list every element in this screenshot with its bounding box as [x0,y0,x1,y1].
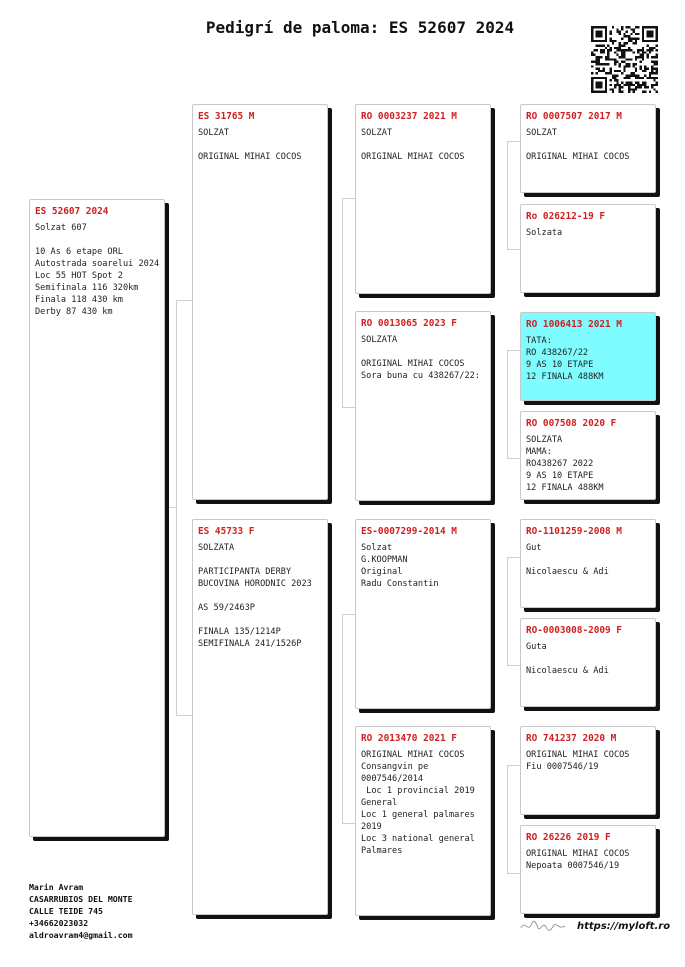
card-text-line [361,346,485,358]
card-text-line: Nepoata 0007546/19 [526,861,620,871]
card-text-line: TATA: [526,336,552,346]
card-text-line [526,554,650,566]
ring-number: RO 007508 2020 F [526,418,617,429]
ring-number: ES 52607 2024 [35,206,109,217]
owner-address-line1: CASARRUBIOS DEL MONTE [29,894,133,904]
card-text-line: Loc 1 general palmares [361,810,475,820]
owner-contact [29,881,133,941]
card-text-line: ORIGINAL MIHAI COCOS [526,152,630,162]
owner-phone: +34662023032 [29,918,89,928]
card-text-line: Derby 87 430 km [35,307,113,317]
card-text-line: SOLZAT [198,128,230,138]
connector [507,557,521,666]
card-text-line: MAMA: [526,447,552,457]
connector [342,198,356,408]
pedigree-card-gen2 [355,519,491,709]
card-text-line: 0007546/2014 [361,774,424,784]
card-text-line: Sora buna cu 438267/22: [361,371,480,381]
card-text-line: Nicolaescu & Adi [526,666,609,676]
pedigree-card-dam [192,519,328,915]
ring-number: RO 0003237 2021 M [361,111,457,122]
card-text-line: 10 As 6 etape ORL [35,247,123,257]
card-text-line: RO438267 2022 [526,459,594,469]
ring-number: RO-1101259-2008 M [526,526,622,537]
owner-name: Marin Avram [29,882,84,892]
card-text-line [198,614,322,626]
card-text-line: AS 59/2463P [198,603,255,613]
pedigree-card-gen3-highlighted [520,312,656,401]
card-text-line: 12 FINALA 488KM [526,372,604,382]
card-text-line: PARTICIPANTA DERBY [198,567,292,577]
card-text-line: 2019 [361,822,382,832]
card-text-line: Loc 3 national general [361,834,475,844]
card-text-line: ORIGINAL MIHAI COCOS [361,152,465,162]
ring-number: Ro 026212-19 F [526,211,606,222]
pedigree-card-gen3 [520,519,656,608]
card-text-line: 12 FINALA 488KM [526,483,604,493]
ring-number: ES 31765 M [198,111,255,122]
card-text-line: SOLZATA [198,543,235,553]
card-text-line: Loc 55 HOT Spot 2 [35,271,123,281]
ring-number: RO-0003008-2009 F [526,625,622,636]
card-text-line: FINALA 135/1214P [198,627,281,637]
card-text-line: Guta [526,642,547,652]
card-text-line: ORIGINAL MIHAI COCOS [361,359,465,369]
pedigree-card-gen3 [520,411,656,500]
card-text-line: Solzata [526,228,563,238]
card-text-line [361,139,485,151]
owner-email: aldroavram4@gmail.com [29,930,133,940]
card-text-line: Nicolaescu & Adi [526,567,609,577]
connector [507,141,521,250]
pedigree-card-gen3 [520,618,656,707]
pedigree-card-gen2 [355,311,491,501]
card-text-line: ORIGINAL MIHAI COCOS [526,750,630,760]
card-text-line: SOLZAT [361,128,393,138]
pedigree-card-gen2 [355,726,491,916]
card-text-line: Original [361,567,403,577]
card-text-line: Semifinala 116 320km [35,283,139,293]
pedigree-card-gen3 [520,204,656,293]
card-text-line: 9 AS 10 ETAPE [526,471,594,481]
card-text-line: BUCOVINA HORODNIC 2023 [198,579,312,589]
card-text-line: SOLZATA [526,435,563,445]
pedigree-card-gen3 [520,104,656,193]
pedigree-card-gen3 [520,825,656,914]
ring-number: ES 45733 F [198,526,255,537]
qr-code [591,26,658,93]
card-text-line: 9 AS 10 ETAPE [526,360,594,370]
ring-number: RO 26226 2019 F [526,832,611,843]
signature-scribble [519,916,567,936]
card-text-line: Palmares [361,846,403,856]
pedigree-card-gen3 [520,726,656,815]
ring-number: RO 0007507 2017 M [526,111,622,122]
card-text-line [526,139,650,151]
card-text-line: ORIGINAL MIHAI COCOS [526,849,630,859]
connector [168,507,176,508]
ring-number: RO 1006413 2021 M [526,319,622,330]
website-link[interactable]: https://myloft.ro [577,921,671,932]
connector [507,765,521,874]
owner-address-line2: CALLE TEIDE 745 [29,906,103,916]
card-text-line: ORIGINAL MIHAI COCOS [361,750,465,760]
pedigree-card-gen2 [355,104,491,294]
pedigree-card-subject [29,199,165,837]
ring-number: RO 2013470 2021 F [361,733,457,744]
card-text-line [198,139,322,151]
card-text-line: Consangvin pe [361,762,429,772]
card-text-line: Finala 118 430 km [35,295,123,305]
card-text-line: General [361,798,398,808]
card-text-line: SOLZAT [526,128,558,138]
card-text-line [526,653,650,665]
card-text-line: Autostrada soarelui 2024 [35,259,160,269]
card-text-line [198,590,322,602]
page-title: Pedigrí de paloma: ES 52607 2024 [205,18,515,37]
card-text-line: Solzat [361,543,393,553]
card-text-line: Solzat 607 [35,223,87,233]
card-text-line: Radu Constantin [361,579,439,589]
card-text-line [198,554,322,566]
ring-number: RO 0013065 2023 F [361,318,457,329]
card-text-line: ORIGINAL MIHAI COCOS [198,152,302,162]
card-text-line: RO 438267/22 [526,348,589,358]
card-text-line [35,234,159,246]
card-text-line: SOLZATA [361,335,398,345]
card-text-line: G.KOOPMAN [361,555,408,565]
card-text-line: Loc 1 provincial 2019 [361,786,475,796]
ring-number: ES-0007299-2014 M [361,526,457,537]
connector [342,614,356,824]
connector [176,300,193,716]
card-text-line: Fiu 0007546/19 [526,762,599,772]
pedigree-card-sire [192,104,328,500]
card-text-line: Gut [526,543,542,553]
ring-number: RO 741237 2020 M [526,733,617,744]
card-text-line: SEMIFINALA 241/1526P [198,639,302,649]
connector [507,350,521,459]
